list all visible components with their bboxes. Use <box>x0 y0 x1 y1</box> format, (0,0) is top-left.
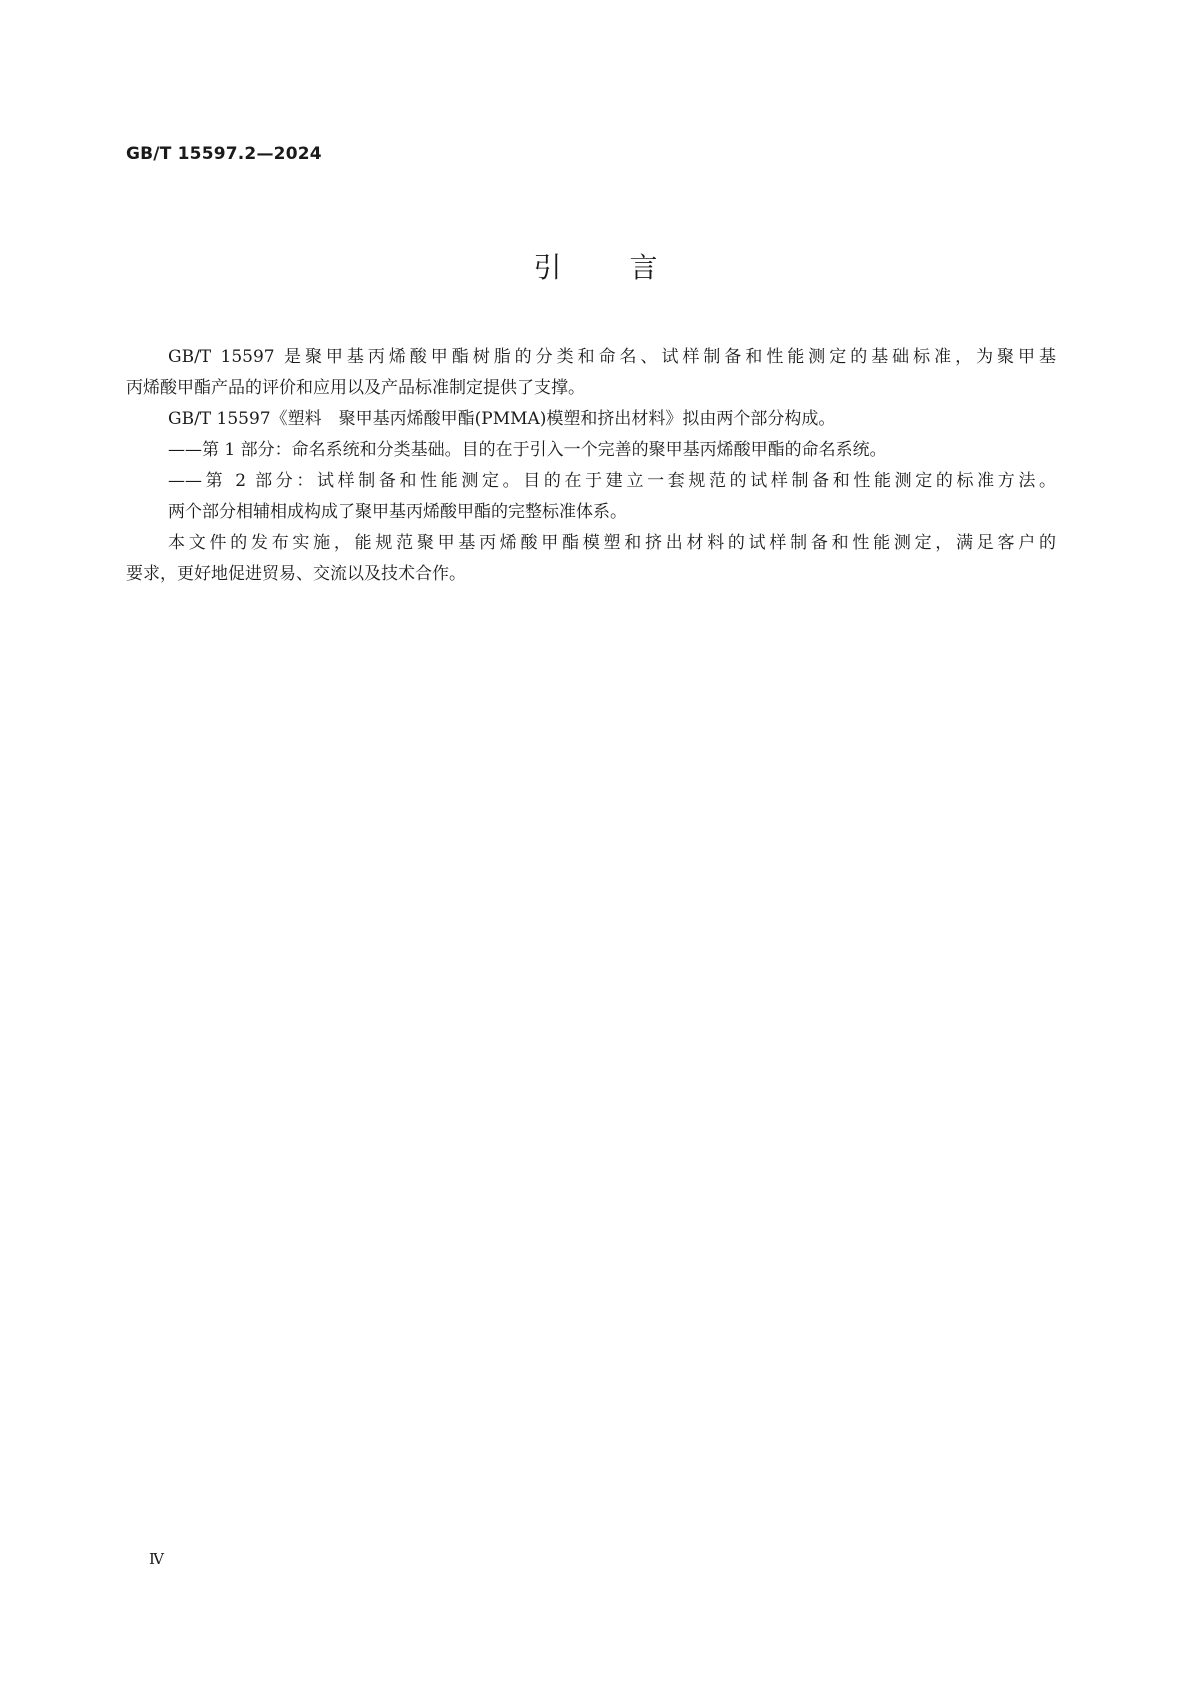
paragraph-line: 两个部分相辅相成构成了聚甲基丙烯酸甲酯的完整标准体系。 <box>168 502 627 522</box>
list-item-part-2: ——第 2 部分：试样制备和性能测定。目的在于建立一套规范的试样制备和性能测定的标准方法。 <box>168 471 1056 491</box>
standard-number-header: GB/T 15597.2—2024 <box>126 144 322 164</box>
paragraph-line: 本文件的发布实施，能规范聚甲基丙烯酸甲酯模塑和挤出材料的试样制备和性能测定，满足客户的 <box>168 533 1056 553</box>
paragraph-line: 丙烯酸甲酯产品的评价和应用以及产品标准制定提供了支撑。 <box>126 378 585 398</box>
page-number: Ⅳ <box>149 1550 164 1568</box>
paragraph-line: GB/T 15597《塑料 聚甲基丙烯酸甲酯(PMMA)模塑和挤出材料》拟由两个部分构成。 <box>168 409 836 429</box>
paragraph-line: GB/T 15597 是聚甲基丙烯酸甲酯树脂的分类和命名、试样制备和性能测定的基础标准，为聚甲基 <box>168 347 1056 367</box>
introduction-body <box>126 342 1056 590</box>
section-title: 引言 <box>533 251 726 284</box>
list-item-part-1: ——第 1 部分：命名系统和分类基础。目的在于引入一个完善的聚甲基丙烯酸甲酯的命名系统。 <box>168 440 887 460</box>
paragraph-line: 要求，更好地促进贸易、交流以及技术合作。 <box>126 564 466 584</box>
